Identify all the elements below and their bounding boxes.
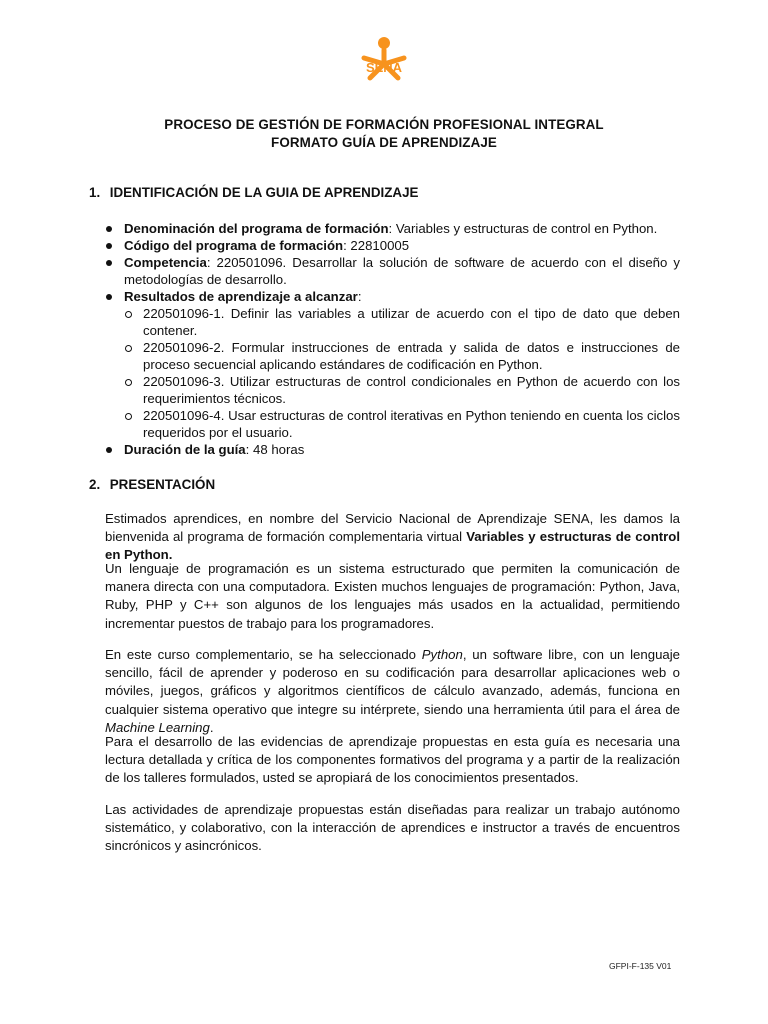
sublist-item xyxy=(105,373,680,407)
section-2-number: 2. xyxy=(89,477,101,492)
circle-bullet-icon xyxy=(125,311,132,318)
list-item xyxy=(105,220,680,237)
welcome-text: Estimados aprendices, en nombre del Servicio Nacional de Aprendizaje SENA, les damos la bienvenida al programa de formación complementaria virtual xyxy=(105,511,680,545)
section-1-title: IDENTIFICACIÓN DE LA GUIA DE APRENDIZAJE xyxy=(109,185,419,200)
list-item xyxy=(105,237,680,254)
codigo-label: Código del programa de formación xyxy=(124,238,344,253)
paragraph-actividades: Las actividades de aprendizaje propuestas están diseñadas para realizar un trabajo autónomo sistemático, y colaborativo, con la interacción de aprendices e instructor a través de encuentros sincrónicos y asincrónicos. xyxy=(105,802,680,854)
program-name: Variables y estructuras de control en Python. xyxy=(105,529,680,563)
section-1-heading xyxy=(89,185,418,200)
sublist-item xyxy=(105,407,680,441)
sublist-item xyxy=(105,305,680,339)
denominacion-value: : Variables y estructuras de control en Python. xyxy=(388,221,658,236)
machine-learning-italic: Machine Learning xyxy=(105,719,210,735)
python-text-c: . xyxy=(209,719,214,735)
python-text-a: En este curso complementario, se ha seleccionado xyxy=(105,647,422,662)
header-line-2: FORMATO GUÍA DE APRENDIZAJE xyxy=(271,135,497,150)
competencia-value: : 220501096. Desarrollar la solución de software de acuerdo con el diseño y metodologías de desarrollo. xyxy=(124,255,680,287)
circle-bullet-icon xyxy=(125,345,132,352)
paragraph-intro: Un lenguaje de programación es un sistema estructurado que permiten la comunicación de manera directa con una computadora. Existen muchos lenguajes de programación: Python, Java, Ruby, PHP y C++ son algunos de los lenguajes más usados en la actualidad, permitiendo incrementar puestos de trabajo para los programadores. xyxy=(105,561,680,631)
duracion-value: : 48 horas xyxy=(245,442,305,457)
list-item xyxy=(105,441,680,458)
sublist-item xyxy=(105,339,680,373)
header-line-1: PROCESO DE GESTIÓN DE FORMACIÓN PROFESIONAL INTEGRAL xyxy=(164,117,604,132)
sena-logo-mark xyxy=(354,36,414,98)
denominacion-label: Denominación del programa de formación xyxy=(124,221,389,236)
identification-list xyxy=(105,220,680,458)
bullet-icon xyxy=(106,226,112,232)
section-2-heading xyxy=(89,477,215,492)
footer-code: GFPI-F-135 V01 xyxy=(609,961,672,971)
logo-text: SENA xyxy=(365,60,403,75)
bullet-icon xyxy=(106,260,112,266)
resultados-colon: : xyxy=(357,289,362,304)
sena-logo xyxy=(354,36,414,98)
resultado-2: 220501096-2. Formular instrucciones de entrada y salida de datos e instrucciones de proceso secuencial aplicando estándares de codificación en Python. xyxy=(143,340,680,372)
python-text-b: , un software libre, con un lenguaje sencillo, fácil de aprender y poderoso en su codificación para desarrollar aplicaciones web o móviles, juegos, gráficos y algoritmos científicos de cálculo avanzado, además, funciona en cualquier sistema operativo que integre su intérprete, siendo una herramienta útil para el área de xyxy=(105,647,680,717)
bullet-icon xyxy=(106,243,112,249)
resultado-4: 220501096-4. Usar estructuras de control iterativas en Python teniendo en cuenta los ciclos requeridos por el usuario. xyxy=(143,408,680,440)
resultado-3: 220501096-3. Utilizar estructuras de control condicionales en Python de acuerdo con los requerimientos técnicos. xyxy=(143,374,680,406)
section-1-number: 1. xyxy=(89,185,101,200)
resultados-label: Resultados de aprendizaje a alcanzar xyxy=(124,289,358,304)
bullet-icon xyxy=(106,447,112,453)
circle-bullet-icon xyxy=(125,379,132,386)
circle-bullet-icon xyxy=(125,413,132,420)
section-2-title: PRESENTACIÓN xyxy=(109,477,216,492)
duracion-label: Duración de la guía xyxy=(124,442,246,457)
competencia-label: Competencia xyxy=(124,255,207,270)
list-item xyxy=(105,254,680,288)
codigo-value: : 22810005 xyxy=(343,238,410,253)
paragraph-welcome xyxy=(105,510,680,565)
list-item xyxy=(105,288,680,305)
bullet-icon xyxy=(106,294,112,300)
python-italic: Python xyxy=(421,647,463,662)
resultado-1: 220501096-1. Definir las variables a utilizar de acuerdo con el tipo de dato que deben contener. xyxy=(143,306,680,338)
paragraph-python xyxy=(105,646,680,737)
paragraph-evidencias: Para el desarrollo de las evidencias de aprendizaje propuestas en esta guía es necesaria una lectura detallada y crítica de los componentes formativos del programa y a partir de la realización de los talleres formulados, usted se apropiará de los conocimientos presentados. xyxy=(105,734,680,786)
